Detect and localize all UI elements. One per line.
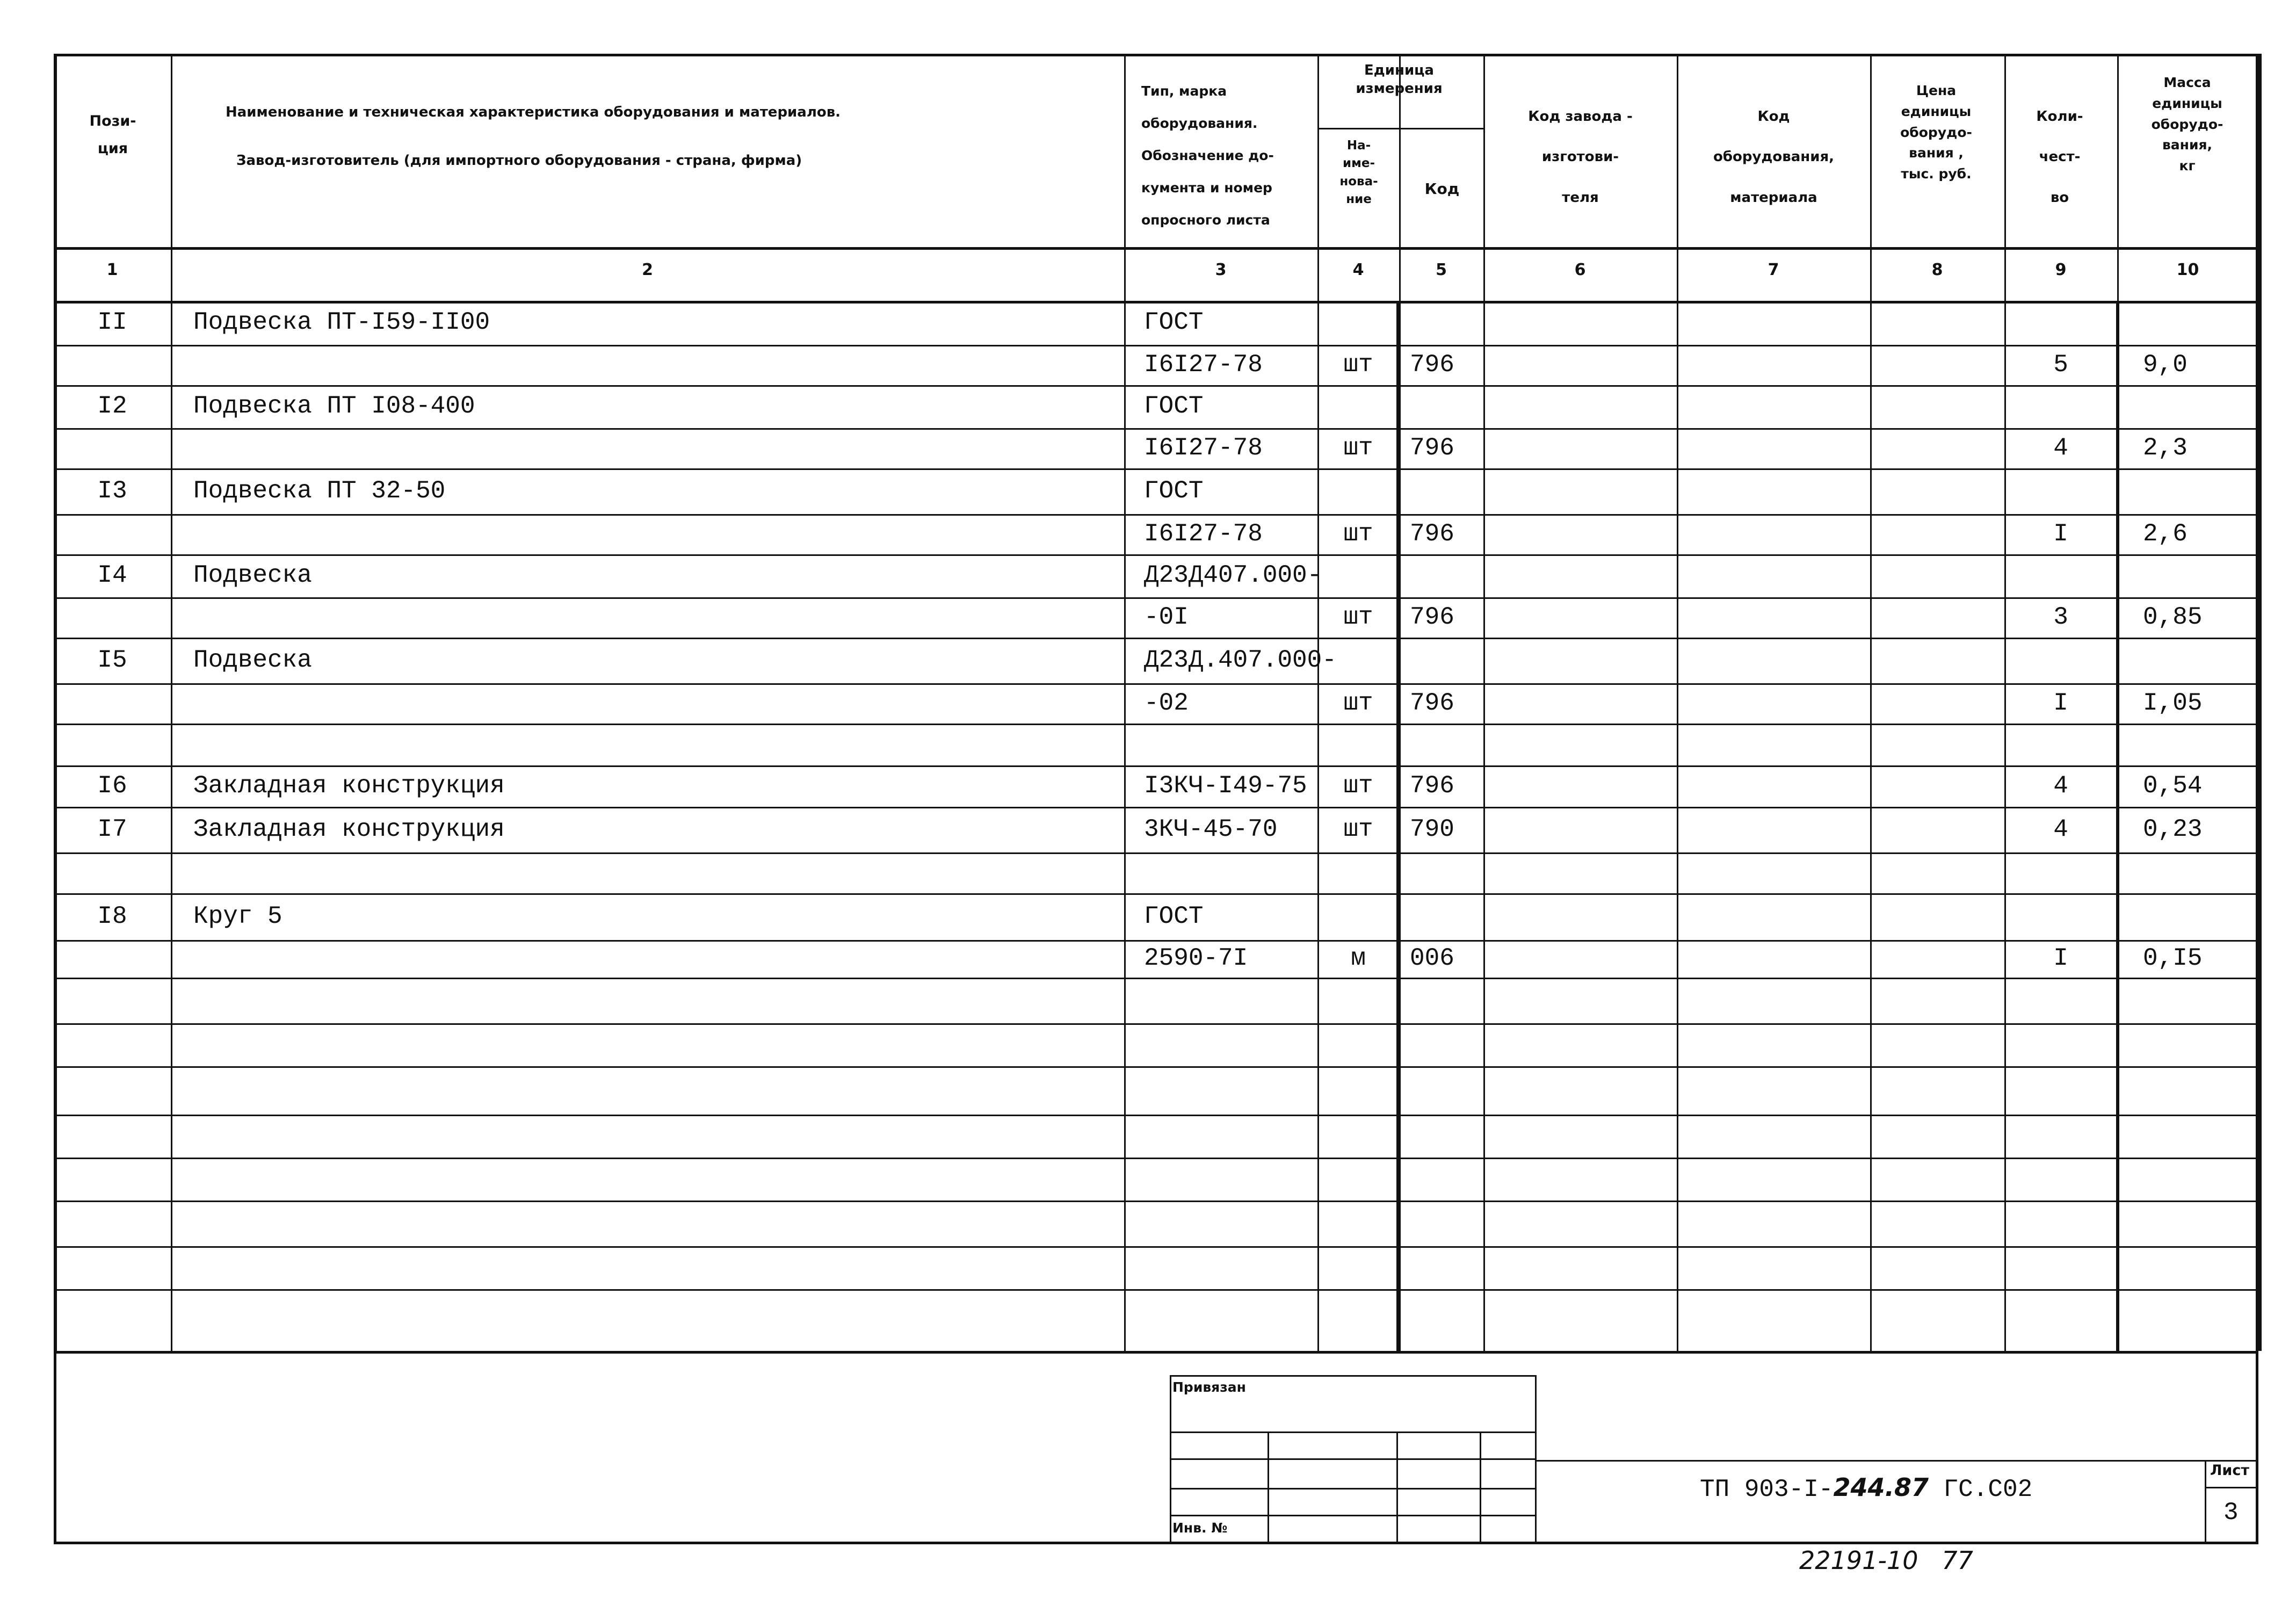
table-top-border xyxy=(54,54,2258,56)
header-position: Пози- ция xyxy=(89,113,136,157)
column-number: 4 xyxy=(1352,261,1364,279)
row-line xyxy=(54,1158,2258,1159)
document-code-suffix: ГС.С02 xyxy=(1928,1476,2033,1503)
row-quantity: I xyxy=(2053,689,2068,717)
row-line xyxy=(54,1066,2258,1068)
row-position: I7 xyxy=(97,815,127,843)
row-quantity: I xyxy=(2053,519,2068,548)
row-document: -02 xyxy=(1144,689,1189,717)
row-line xyxy=(54,514,2258,516)
stamp-line xyxy=(1170,1375,1535,1377)
row-unit: шт xyxy=(1343,815,1373,843)
row-position: I4 xyxy=(97,561,127,589)
header-name-line1: Наименование и техническая характеристика оборудования и материалов. xyxy=(226,104,841,120)
row-mass: 0,54 xyxy=(2143,771,2203,800)
row-unit: шт xyxy=(1343,433,1373,462)
row-unit: шт xyxy=(1343,771,1373,800)
row-line xyxy=(54,852,2258,854)
row-unit-code: 006 xyxy=(1410,944,1454,972)
row-document: ГОСТ xyxy=(1144,308,1204,336)
row-line xyxy=(54,468,2258,470)
row-name: Подвеска ПТ 32-50 xyxy=(193,476,446,505)
document-code-number: 244.87 xyxy=(1833,1473,1929,1502)
header-bottom-line xyxy=(54,247,2258,250)
column-number: 9 xyxy=(2055,261,2067,279)
column-line xyxy=(1483,54,1485,1351)
header-name-line2: Завод-изготовитель (для импортного оборудования - страна, фирма) xyxy=(236,153,802,169)
row-name: Подвеска xyxy=(193,646,312,674)
stamp-line xyxy=(1535,1460,2258,1462)
document-code xyxy=(1700,1473,2032,1503)
header-material-code: Код оборудования, материала xyxy=(1713,109,1835,206)
row-unit-code: 796 xyxy=(1410,603,1454,631)
stamp-line xyxy=(2205,1487,2258,1488)
row-position: I2 xyxy=(97,392,127,420)
row-line xyxy=(54,683,2258,685)
row-line xyxy=(54,597,2258,599)
row-document: Д23Д.407.000- xyxy=(1144,646,1337,674)
row-document: ГОСТ xyxy=(1144,392,1204,420)
row-line xyxy=(54,940,2258,942)
row-quantity: I xyxy=(2053,944,2068,972)
table-bottom-line xyxy=(54,1351,2258,1354)
row-position: I3 xyxy=(97,476,127,505)
row-line xyxy=(54,345,2258,346)
row-name: Закладная конструкция xyxy=(193,815,505,843)
row-mass: 2,3 xyxy=(2143,433,2188,462)
column-line xyxy=(171,54,172,1351)
header-quantity: Коли- чест- во xyxy=(2036,109,2083,206)
column-number: 2 xyxy=(642,261,653,279)
header-unit-name: На- име- нова- ние xyxy=(1339,139,1378,207)
stamp-line xyxy=(1480,1431,1481,1542)
row-document: I6I27-78 xyxy=(1144,433,1263,462)
row-line xyxy=(54,1246,2258,1248)
row-document: ГОСТ xyxy=(1144,476,1204,505)
column-line xyxy=(1870,54,1872,1351)
column-line xyxy=(2258,54,2262,1351)
row-unit: шт xyxy=(1343,350,1373,379)
stamp-line xyxy=(1396,1431,1398,1542)
column-number: 3 xyxy=(1215,261,1227,279)
row-unit: шт xyxy=(1343,689,1373,717)
row-unit-code: 796 xyxy=(1410,771,1454,800)
row-line xyxy=(54,765,2258,767)
stamp-inv: Инв. № xyxy=(1172,1520,1228,1536)
row-name: Подвеска ПТ-I59-II00 xyxy=(193,308,490,336)
row-document: I6I27-78 xyxy=(1144,519,1263,548)
column-number: 10 xyxy=(2176,261,2199,279)
row-quantity: 5 xyxy=(2053,350,2068,379)
row-line xyxy=(54,724,2258,725)
header-factory-code: Код завода - изготови- теля xyxy=(1528,109,1633,206)
row-line xyxy=(54,638,2258,639)
row-mass: 9,0 xyxy=(2143,350,2188,379)
row-quantity: 3 xyxy=(2053,603,2068,631)
row-mass: 0,I5 xyxy=(2143,944,2203,972)
row-name: Круг 5 xyxy=(193,902,283,930)
sheet-label: Лист xyxy=(2210,1462,2249,1479)
column-number: 1 xyxy=(106,261,118,279)
column-number: 5 xyxy=(1436,261,1447,279)
column-number: 8 xyxy=(1931,261,1943,279)
stamp-line xyxy=(1267,1431,1269,1542)
column-numbers-bottom-line xyxy=(54,301,2258,303)
row-unit-code: 796 xyxy=(1410,350,1454,379)
column-number: 7 xyxy=(1768,261,1779,279)
row-name: Подвеска xyxy=(193,561,312,589)
row-mass: I,05 xyxy=(2143,689,2203,717)
header-type-doc: Тип, марка оборудования. Обозначение до- кумента и номер опросного листа xyxy=(1141,83,1274,228)
row-name: Подвеска ПТ I08-400 xyxy=(193,392,475,420)
row-quantity: 4 xyxy=(2053,433,2068,462)
row-quantity: 4 xyxy=(2053,771,2068,800)
stamp-privyazan: Привязан xyxy=(1172,1379,1246,1395)
header-unit-group: Единица измерения xyxy=(1356,62,1443,97)
row-unit: шт xyxy=(1343,603,1373,631)
row-position: I5 xyxy=(97,646,127,674)
row-unit: шт xyxy=(1343,519,1373,548)
row-name: Закладная конструкция xyxy=(193,771,505,800)
document-code-prefix: ТП 903-I- xyxy=(1700,1476,1834,1503)
row-line xyxy=(54,893,2258,895)
row-document: 2590-7I xyxy=(1144,944,1248,972)
column-line xyxy=(1124,54,1126,1351)
stamp-line xyxy=(1170,1375,1171,1542)
sheet-number: 3 xyxy=(2223,1499,2239,1527)
row-line xyxy=(54,978,2258,979)
stamp-line xyxy=(2205,1460,2206,1542)
row-unit-code: 796 xyxy=(1410,519,1454,548)
row-mass: 0,85 xyxy=(2143,603,2203,631)
row-line xyxy=(54,1115,2258,1116)
row-quantity: 4 xyxy=(2053,815,2068,843)
unit-divider-header xyxy=(1399,128,1401,247)
header-mass: Масса единицы оборудо- вания, кг xyxy=(2151,75,2223,173)
row-unit-code: 796 xyxy=(1410,689,1454,717)
row-document: 3КЧ-45-70 xyxy=(1144,815,1278,843)
column-line xyxy=(1677,54,1678,1351)
row-line xyxy=(54,1023,2258,1025)
row-position: I8 xyxy=(97,902,127,930)
header-unit-code: Код xyxy=(1424,180,1460,198)
row-unit: м xyxy=(1351,944,1366,972)
row-document: I6I27-78 xyxy=(1144,350,1263,379)
row-line xyxy=(54,1201,2258,1202)
row-line xyxy=(54,428,2258,430)
row-line xyxy=(54,385,2258,387)
stamp-line xyxy=(1535,1375,1537,1542)
row-document: I3КЧ-I49-75 xyxy=(1144,771,1307,800)
row-unit-code: 796 xyxy=(1410,433,1454,462)
footer-number: 22191-10 77 xyxy=(1799,1546,1973,1575)
row-position: I6 xyxy=(97,771,127,800)
row-line xyxy=(54,1289,2258,1291)
row-line xyxy=(54,807,2258,808)
column-number: 6 xyxy=(1574,261,1586,279)
row-document: -0I xyxy=(1144,603,1189,631)
column-line xyxy=(54,54,57,1351)
row-mass: 0,23 xyxy=(2143,815,2203,843)
row-position: II xyxy=(97,308,127,336)
header-price: Цена единицы оборудо- вания , тыс. руб. xyxy=(1900,83,1972,182)
row-unit-code: 790 xyxy=(1410,815,1454,843)
row-document: Д23Д407.000- xyxy=(1144,561,1322,589)
row-line xyxy=(54,554,2258,556)
row-mass: 2,6 xyxy=(2143,519,2188,548)
row-document: ГОСТ xyxy=(1144,902,1204,930)
